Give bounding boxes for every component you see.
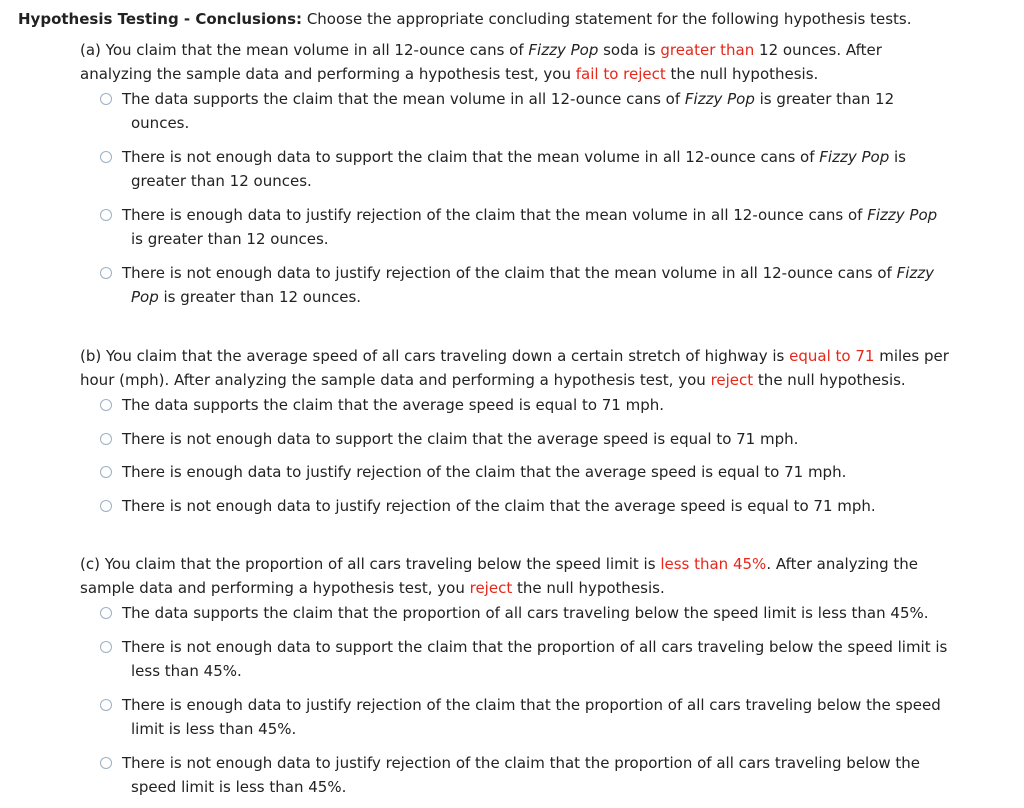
part-a-option-3[interactable] — [100, 203, 1000, 251]
option-text-cont: speed limit is less than 45%. — [131, 778, 347, 796]
option-brand: Pop — [131, 288, 159, 306]
option-brand: Fizzy — [896, 264, 934, 282]
part-c-claim: less than 45% — [660, 555, 767, 573]
part-b-prompt-text-3: hour (mph). After analyzing the sample data and performing a hypothesis test, you — [80, 371, 711, 389]
part-c-option-4[interactable] — [100, 751, 1000, 799]
option-text: There is enough data to justify rejection of the claim that the mean volume in all 12-ounce cans of — [122, 206, 868, 224]
option-brand: Fizzy Pop — [819, 148, 890, 166]
part-b-option-3[interactable] — [100, 460, 1000, 484]
radio-button[interactable] — [100, 267, 112, 279]
option-text: There is not enough data to justify rejection of the claim that the proportion of all cars traveling below the — [122, 754, 921, 772]
option-text-cont: ounces. — [131, 114, 190, 132]
part-a-prompt-text-5: the null hypothesis. — [665, 65, 819, 83]
option-label — [122, 693, 1000, 741]
part-b-prompt — [80, 344, 1010, 392]
option-label: There is not enough data to justify rejection of the claim that the average speed is equal to 71 mph. — [122, 497, 876, 515]
option-label — [122, 601, 1000, 625]
option-text: The data supports the claim that the mean volume in all 12-ounce cans of — [122, 90, 685, 108]
part-b-prompt-text-1: (b) You claim that the average speed of all cars traveling down a certain stretch of highway is — [80, 347, 790, 365]
option-text: There is enough data to justify rejection of the claim that the proportion of all cars traveling below the speed — [122, 696, 941, 714]
radio-button[interactable] — [100, 699, 112, 711]
part-c-option-2[interactable] — [100, 635, 1000, 683]
option-text: There is not enough data to support the claim that the mean volume in all 12-ounce cans of — [122, 148, 820, 166]
part-b-option-2[interactable] — [100, 427, 1000, 451]
option-label — [122, 751, 1000, 799]
part-c-prompt-text-4: the null hypothesis. — [512, 579, 665, 597]
part-c-prompt-text-2: . After analyzing the — [766, 555, 919, 573]
option-label — [122, 87, 1000, 135]
part-b-prompt-text-2: miles per — [874, 347, 949, 365]
radio-button[interactable] — [100, 399, 112, 411]
option-text-cont: is greater than 12 ounces. — [131, 230, 329, 248]
option-text: is greater than 12 — [754, 90, 895, 108]
title-bold: Hypothesis Testing - Conclusions: — [18, 10, 303, 28]
part-a-prompt-text-4: analyzing the sample data and performing a hypothesis test, you — [80, 65, 576, 83]
option-text-cont: limit is less than 45%. — [131, 720, 297, 738]
option-label — [122, 145, 1000, 193]
option-label — [122, 635, 1000, 683]
part-a-prompt-text-1: (a) You claim that the mean volume in all 12-ounce cans of — [80, 41, 529, 59]
part-a-option-4[interactable] — [100, 261, 1000, 309]
radio-button[interactable] — [100, 93, 112, 105]
option-label — [122, 261, 1000, 309]
radio-button[interactable] — [100, 607, 112, 619]
part-a-prompt-text-3: 12 ounces. After — [754, 41, 882, 59]
part-c-option-3[interactable] — [100, 693, 1000, 741]
part-a-option-2[interactable] — [100, 145, 1000, 193]
part-c-prompt-text-3: sample data and performing a hypothesis test, you — [80, 579, 470, 597]
option-text-cont: greater than 12 ounces. — [131, 172, 312, 190]
radio-button[interactable] — [100, 757, 112, 769]
part-a-option-1[interactable] — [100, 87, 1000, 135]
page-title — [18, 8, 912, 30]
part-a-prompt-text-2: soda is — [598, 41, 661, 59]
radio-button[interactable] — [100, 209, 112, 221]
option-label — [122, 203, 1000, 251]
option-text: The data supports the claim that the proportion of all cars traveling below the speed limit is less than 45%. — [122, 604, 929, 622]
option-label: The data supports the claim that the average speed is equal to 71 mph. — [122, 396, 665, 414]
option-brand: Fizzy Pop — [684, 90, 755, 108]
instruction-text: Choose the appropriate concluding statement for the following hypothesis tests. — [306, 10, 912, 28]
option-text: is — [889, 148, 906, 166]
radio-button[interactable] — [100, 433, 112, 445]
option-text: There is not enough data to justify rejection of the claim that the mean volume in all 12-ounce cans of — [122, 264, 897, 282]
radio-button[interactable] — [100, 641, 112, 653]
part-b-option-4[interactable] — [100, 494, 1000, 518]
part-a-decision: fail to reject — [575, 65, 666, 83]
part-c-decision: reject — [469, 579, 513, 597]
option-label: There is not enough data to support the claim that the average speed is equal to 71 mph. — [122, 430, 799, 448]
part-a-brand: Fizzy Pop — [528, 41, 599, 59]
radio-button[interactable] — [100, 466, 112, 478]
part-c-option-1[interactable] — [100, 601, 1000, 625]
part-a-prompt — [80, 38, 1010, 86]
radio-button[interactable] — [100, 500, 112, 512]
option-text-cont: less than 45%. — [131, 662, 242, 680]
part-b-claim: equal to 71 — [789, 347, 875, 365]
part-a-claim: greater than — [660, 41, 755, 59]
option-text-cont — [122, 285, 1000, 309]
part-c-prompt-text-1: (c) You claim that the proportion of all cars traveling below the speed limit is — [80, 555, 661, 573]
part-b-decision: reject — [710, 371, 754, 389]
option-brand: Fizzy Pop — [867, 206, 938, 224]
part-c-prompt — [80, 552, 1010, 600]
option-text: is greater than 12 ounces. — [158, 288, 362, 306]
radio-button[interactable] — [100, 151, 112, 163]
part-b-prompt-text-4: the null hypothesis. — [753, 371, 906, 389]
option-text: There is not enough data to support the claim that the proportion of all cars traveling below the speed limit is — [122, 638, 948, 656]
option-label: There is enough data to justify rejection of the claim that the average speed is equal to 71 mph. — [122, 463, 847, 481]
part-b-option-1[interactable] — [100, 393, 1000, 417]
